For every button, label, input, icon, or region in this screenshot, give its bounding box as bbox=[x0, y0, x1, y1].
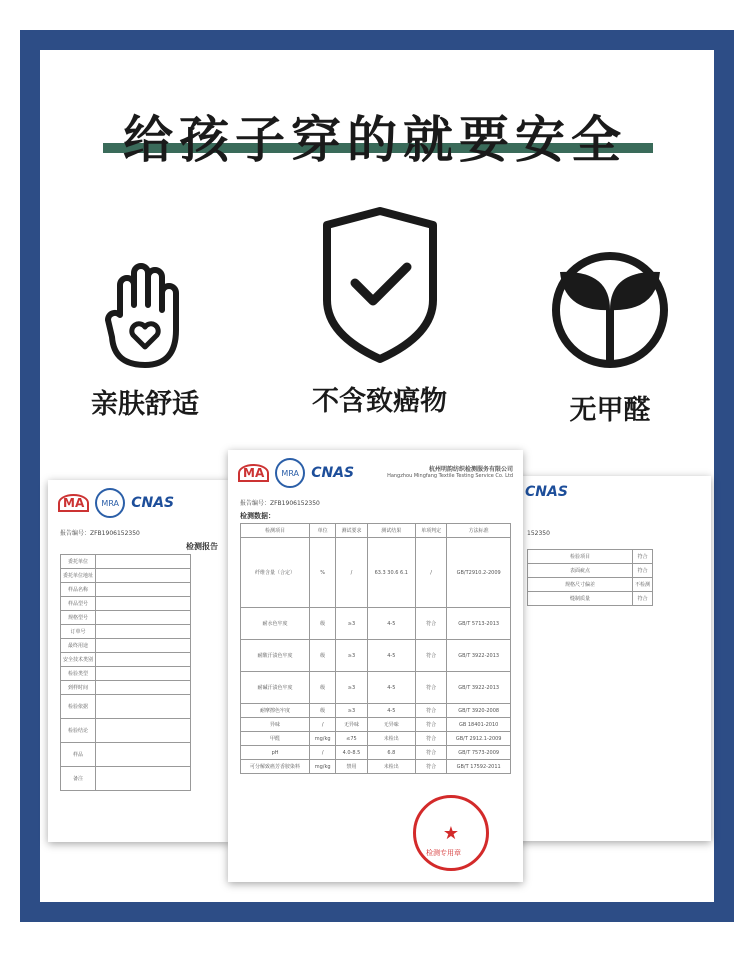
table-cell: 4-5 bbox=[367, 608, 415, 640]
report-number: 报告编号：ZFB1906152350 bbox=[240, 500, 320, 507]
hand-heart-icon bbox=[100, 255, 190, 370]
table-cell: / bbox=[336, 538, 367, 608]
table-cell: 符合 bbox=[633, 564, 653, 578]
table-cell: 耐水色牢度 bbox=[241, 608, 310, 640]
table-cell: 4.0-8.5 bbox=[336, 746, 367, 760]
table-cell bbox=[96, 767, 191, 791]
section-title: 检测数据： bbox=[240, 512, 275, 520]
table-cell: 符合 bbox=[415, 704, 446, 718]
report-number: 152350 bbox=[527, 530, 550, 537]
report-table bbox=[60, 554, 191, 791]
table-cell: 耐摩擦色牢度 bbox=[241, 704, 310, 718]
table-cell: 4-5 bbox=[367, 640, 415, 672]
table-cell: 符合 bbox=[415, 732, 446, 746]
table-cell: 级 bbox=[310, 640, 336, 672]
test-report-center bbox=[228, 450, 523, 882]
cma-logo: MA bbox=[58, 494, 89, 512]
table-cell: 检验类型 bbox=[61, 667, 96, 681]
table-cell: 订单号 bbox=[61, 625, 96, 639]
table-cell: 符合 bbox=[415, 760, 446, 774]
table-cell: 无异味 bbox=[367, 718, 415, 732]
table-cell bbox=[96, 611, 191, 625]
table-cell: mg/kg bbox=[310, 732, 336, 746]
table-cell: 符合 bbox=[415, 640, 446, 672]
table-cell: 未检出 bbox=[367, 760, 415, 774]
table-cell: 规格型号 bbox=[61, 611, 96, 625]
table-cell: 禁用 bbox=[336, 760, 367, 774]
table-cell: 符合 bbox=[633, 592, 653, 606]
table-header: 测试结果 bbox=[367, 524, 415, 538]
table-cell: 最终用途 bbox=[61, 639, 96, 653]
feature-label: 无甲醛 bbox=[569, 395, 651, 426]
table-cell: 安全技术类别 bbox=[61, 653, 96, 667]
sprout-circle-icon bbox=[550, 250, 670, 370]
report-title: 检测报告 bbox=[186, 542, 218, 551]
table-cell: 委托单位 bbox=[61, 555, 96, 569]
test-report-right bbox=[515, 476, 711, 841]
table-cell: 表面疵点 bbox=[528, 564, 633, 578]
table-cell: 耐碱汗渍色牢度 bbox=[241, 672, 310, 704]
page-title: 给孩子穿的就要安全 bbox=[123, 111, 627, 169]
table-cell: 检验结论 bbox=[61, 719, 96, 743]
table-cell: 甲醛 bbox=[241, 732, 310, 746]
company-name-cn: 杭州明韵纺织检测服务有限公司 bbox=[428, 466, 513, 473]
table-cell bbox=[96, 569, 191, 583]
table-cell: GB/T 7573-2009 bbox=[447, 746, 511, 760]
table-cell: 异味 bbox=[241, 718, 310, 732]
table-cell bbox=[96, 667, 191, 681]
table-cell bbox=[96, 583, 191, 597]
table-cell: 到样时间 bbox=[61, 681, 96, 695]
table-cell: 63.3 30.6 6.1 bbox=[367, 538, 415, 608]
feature-label: 亲肤舒适 bbox=[91, 389, 199, 420]
table-cell: 耐酸汗渍色牢度 bbox=[241, 640, 310, 672]
stamp-star-icon: ★ bbox=[442, 822, 460, 844]
table-cell: pH bbox=[241, 746, 310, 760]
table-cell: 样品 bbox=[61, 743, 96, 767]
table-cell: 无异味 bbox=[336, 718, 367, 732]
table-cell: 样品型号 bbox=[61, 597, 96, 611]
table-cell: 符合 bbox=[415, 718, 446, 732]
table-cell: % bbox=[310, 538, 336, 608]
table-cell bbox=[96, 743, 191, 767]
table-cell: 符合 bbox=[415, 746, 446, 760]
table-cell: 样品名称 bbox=[61, 583, 96, 597]
table-cell: GB/T2910.2-2009 bbox=[447, 538, 511, 608]
report-table bbox=[527, 549, 653, 606]
table-cell: GB/T 5713-2013 bbox=[447, 608, 511, 640]
table-cell: 未检出 bbox=[367, 732, 415, 746]
table-cell: ≥3 bbox=[336, 608, 367, 640]
table-cell: ≤75 bbox=[336, 732, 367, 746]
table-cell: 可分解致癌芳香胺染料 bbox=[241, 760, 310, 774]
test-report-left bbox=[48, 480, 230, 842]
table-cell: 6.8 bbox=[367, 746, 415, 760]
table-cell bbox=[96, 695, 191, 719]
table-cell: GB/T 3920-2008 bbox=[447, 704, 511, 718]
report-number: 报告编号：ZFB1906152350 bbox=[60, 530, 140, 537]
table-cell: ≥3 bbox=[336, 672, 367, 704]
table-cell bbox=[96, 639, 191, 653]
official-stamp bbox=[413, 795, 489, 871]
table-header: 测试要求 bbox=[336, 524, 367, 538]
table-cell: 纤维含量（合定） bbox=[241, 538, 310, 608]
feature-label: 不含致癌物 bbox=[312, 386, 447, 417]
table-cell: / bbox=[415, 538, 446, 608]
table-cell: 级 bbox=[310, 704, 336, 718]
table-header: 单项判定 bbox=[415, 524, 446, 538]
table-cell bbox=[96, 719, 191, 743]
table-cell: 级 bbox=[310, 608, 336, 640]
company-name-en: Hangzhou Mingfang Textile Testing Service Co. Ltd bbox=[387, 473, 513, 479]
table-cell bbox=[96, 681, 191, 695]
table-header: 方法标准 bbox=[447, 524, 511, 538]
table-cell: / bbox=[310, 718, 336, 732]
stamp-label: 检测专用章 bbox=[426, 849, 461, 857]
table-cell: 不检测 bbox=[633, 578, 653, 592]
table-cell: 缝制质量 bbox=[528, 592, 633, 606]
feature-skin-friendly bbox=[60, 255, 230, 421]
cnas-logo: CNAS bbox=[525, 484, 568, 500]
table-cell: GB/T 17592-2011 bbox=[447, 760, 511, 774]
table-cell: GB 18401-2010 bbox=[447, 718, 511, 732]
table-cell: 符合 bbox=[415, 608, 446, 640]
table-cell: GB/T 2912.1-2009 bbox=[447, 732, 511, 746]
ilac-mra-logo: MRA bbox=[95, 488, 125, 518]
table-cell: 检验项目 bbox=[528, 550, 633, 564]
ilac-mra-logo: MRA bbox=[275, 458, 305, 488]
table-cell: 规格尺寸偏差 bbox=[528, 578, 633, 592]
feature-no-carcinogen bbox=[292, 205, 467, 418]
table-cell: ≥3 bbox=[336, 704, 367, 718]
cma-logo: MA bbox=[238, 464, 269, 482]
feature-no-formaldehyde bbox=[535, 250, 685, 427]
table-cell: 4-5 bbox=[367, 672, 415, 704]
table-cell: GB/T 3922-2013 bbox=[447, 640, 511, 672]
table-cell: 符合 bbox=[633, 550, 653, 564]
table-cell bbox=[96, 555, 191, 569]
table-cell: 符合 bbox=[415, 672, 446, 704]
table-cell: 委托单位地址 bbox=[61, 569, 96, 583]
table-cell: mg/kg bbox=[310, 760, 336, 774]
table-header: 单位 bbox=[310, 524, 336, 538]
table-cell bbox=[96, 653, 191, 667]
shield-check-icon bbox=[315, 205, 445, 365]
table-cell: 级 bbox=[310, 672, 336, 704]
table-cell bbox=[96, 625, 191, 639]
cnas-logo: CNAS bbox=[131, 495, 175, 511]
table-cell bbox=[96, 597, 191, 611]
table-cell: 备注 bbox=[61, 767, 96, 791]
cnas-logo: CNAS bbox=[311, 465, 355, 481]
table-header: 检测项目 bbox=[241, 524, 310, 538]
table-cell: ≥3 bbox=[336, 640, 367, 672]
table-cell: / bbox=[310, 746, 336, 760]
table-cell: 4-5 bbox=[367, 704, 415, 718]
table-cell: 检验依据 bbox=[61, 695, 96, 719]
table-cell: GB/T 3922-2013 bbox=[447, 672, 511, 704]
test-data-table bbox=[240, 523, 511, 774]
